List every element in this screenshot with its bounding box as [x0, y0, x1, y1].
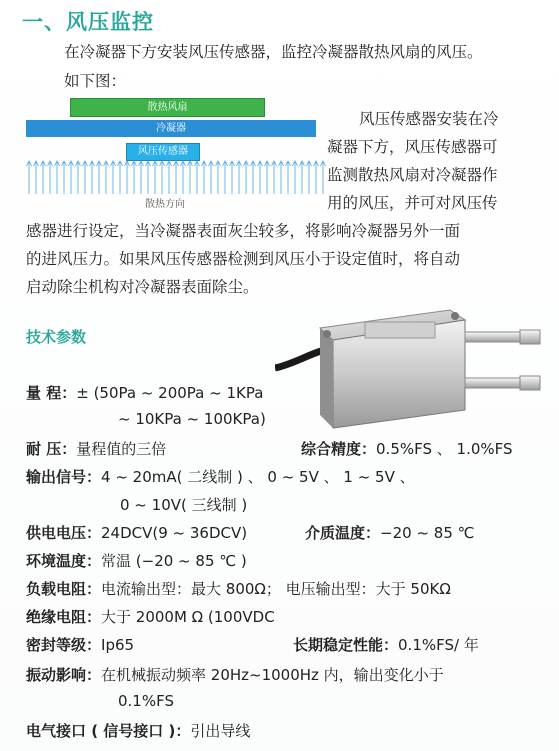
side-text-4: 用的风压，并可对风压传 — [327, 194, 498, 212]
side-text-2: 凝器下方，风压传感器可 — [327, 138, 498, 156]
spec-accuracy-label: 综合精度： — [301, 440, 377, 458]
pressure-sensor-photo — [275, 300, 545, 430]
fan-bar: 散热风扇 — [70, 98, 265, 117]
spec-accuracy-value: 0.5%FS 、 1.0%FS — [376, 440, 513, 458]
spec-output-line2: 0 ~ 10V( 三线制 ) — [120, 496, 248, 514]
side-text-1: 风压传感器安装在冷 — [359, 110, 499, 128]
body-text-1: 感器进行设定，当冷凝器表面灰尘较多，将影响冷凝器另外一面 — [26, 222, 461, 240]
spec-insul-value: 大于 2000M Ω (100VDC — [101, 608, 275, 626]
spec-supply-value: 24DCV(9 ~ 36DCV) — [101, 524, 248, 542]
intro-line-2: 如下图： — [64, 72, 127, 90]
spec-range-line1: ± (50Pa ~ 200Pa ~ 1KPa — [76, 384, 264, 402]
spec-load-value: 电流输出型：最大 800Ω； 电压输出型：大于 50KΩ — [101, 580, 451, 598]
spec-stability-value: 0.1%FS/ 年 — [398, 636, 479, 654]
spec-pressure-value: 量程值的三倍 — [76, 440, 167, 458]
spec-vib-label: 振动影响： — [26, 666, 102, 684]
spec-iface-value: 引出导线 — [190, 722, 251, 740]
spec-output-line1: 4 ~ 20mA( 二线制 ) 、 0 ~ 5V 、 1 ~ 5V 、 — [101, 468, 415, 486]
spec-output-label: 输出信号： — [26, 468, 102, 486]
condenser-bar: 冷凝器 — [26, 120, 316, 137]
spec-vib-line1: 在机械振动频率 20Hz~1000Hz 内，输出变化小于 — [101, 666, 444, 684]
spec-load-label: 负载电阻： — [26, 580, 102, 598]
sensor-box: 风压传感器 — [126, 143, 200, 161]
spec-env-label: 环境温度： — [26, 552, 102, 570]
spec-stability-label: 长期稳定性能： — [293, 636, 399, 654]
airflow-direction-label: 散热方向 — [145, 199, 185, 210]
spec-seal-label: 密封等级： — [26, 636, 102, 654]
spec-range-label: 量 程： — [26, 384, 77, 402]
spec-pressure-label: 耐 压： — [26, 440, 77, 458]
page-title: 一、风压监控 — [22, 10, 154, 34]
section-title: 技术参数 — [26, 328, 87, 346]
spec-iface-label: 电气接口 ( 信号接口 )： — [26, 722, 191, 740]
spec-supply-label: 供电电压： — [26, 524, 102, 542]
spec-medium-value: −20 ~ 85 ℃ — [380, 524, 475, 542]
spec-vib-line2: 0.1%FS — [118, 692, 174, 710]
body-text-2: 的进风压力。如果风压传感器检测到风压小于设定值时，将自动 — [26, 250, 461, 268]
spec-range-line2: ~ 10KPa ~ 100KPa) — [118, 410, 266, 428]
spec-insul-label: 绝缘电阻： — [26, 608, 102, 626]
spec-seal-value: Ip65 — [101, 636, 135, 654]
side-text-3: 监测散热风扇对冷凝器作 — [327, 166, 498, 184]
intro-line-1: 在冷凝器下方安装风压传感器，监控冷凝器散热风扇的风压。 — [64, 43, 483, 61]
body-text-3: 启动除尘机构对冷凝器表面除尘。 — [26, 278, 259, 296]
spec-env-value: 常温 (−20 ~ 85 ℃ ) — [101, 552, 247, 570]
airflow-arrows-icon — [26, 158, 326, 196]
spec-medium-label: 介质温度： — [305, 524, 381, 542]
